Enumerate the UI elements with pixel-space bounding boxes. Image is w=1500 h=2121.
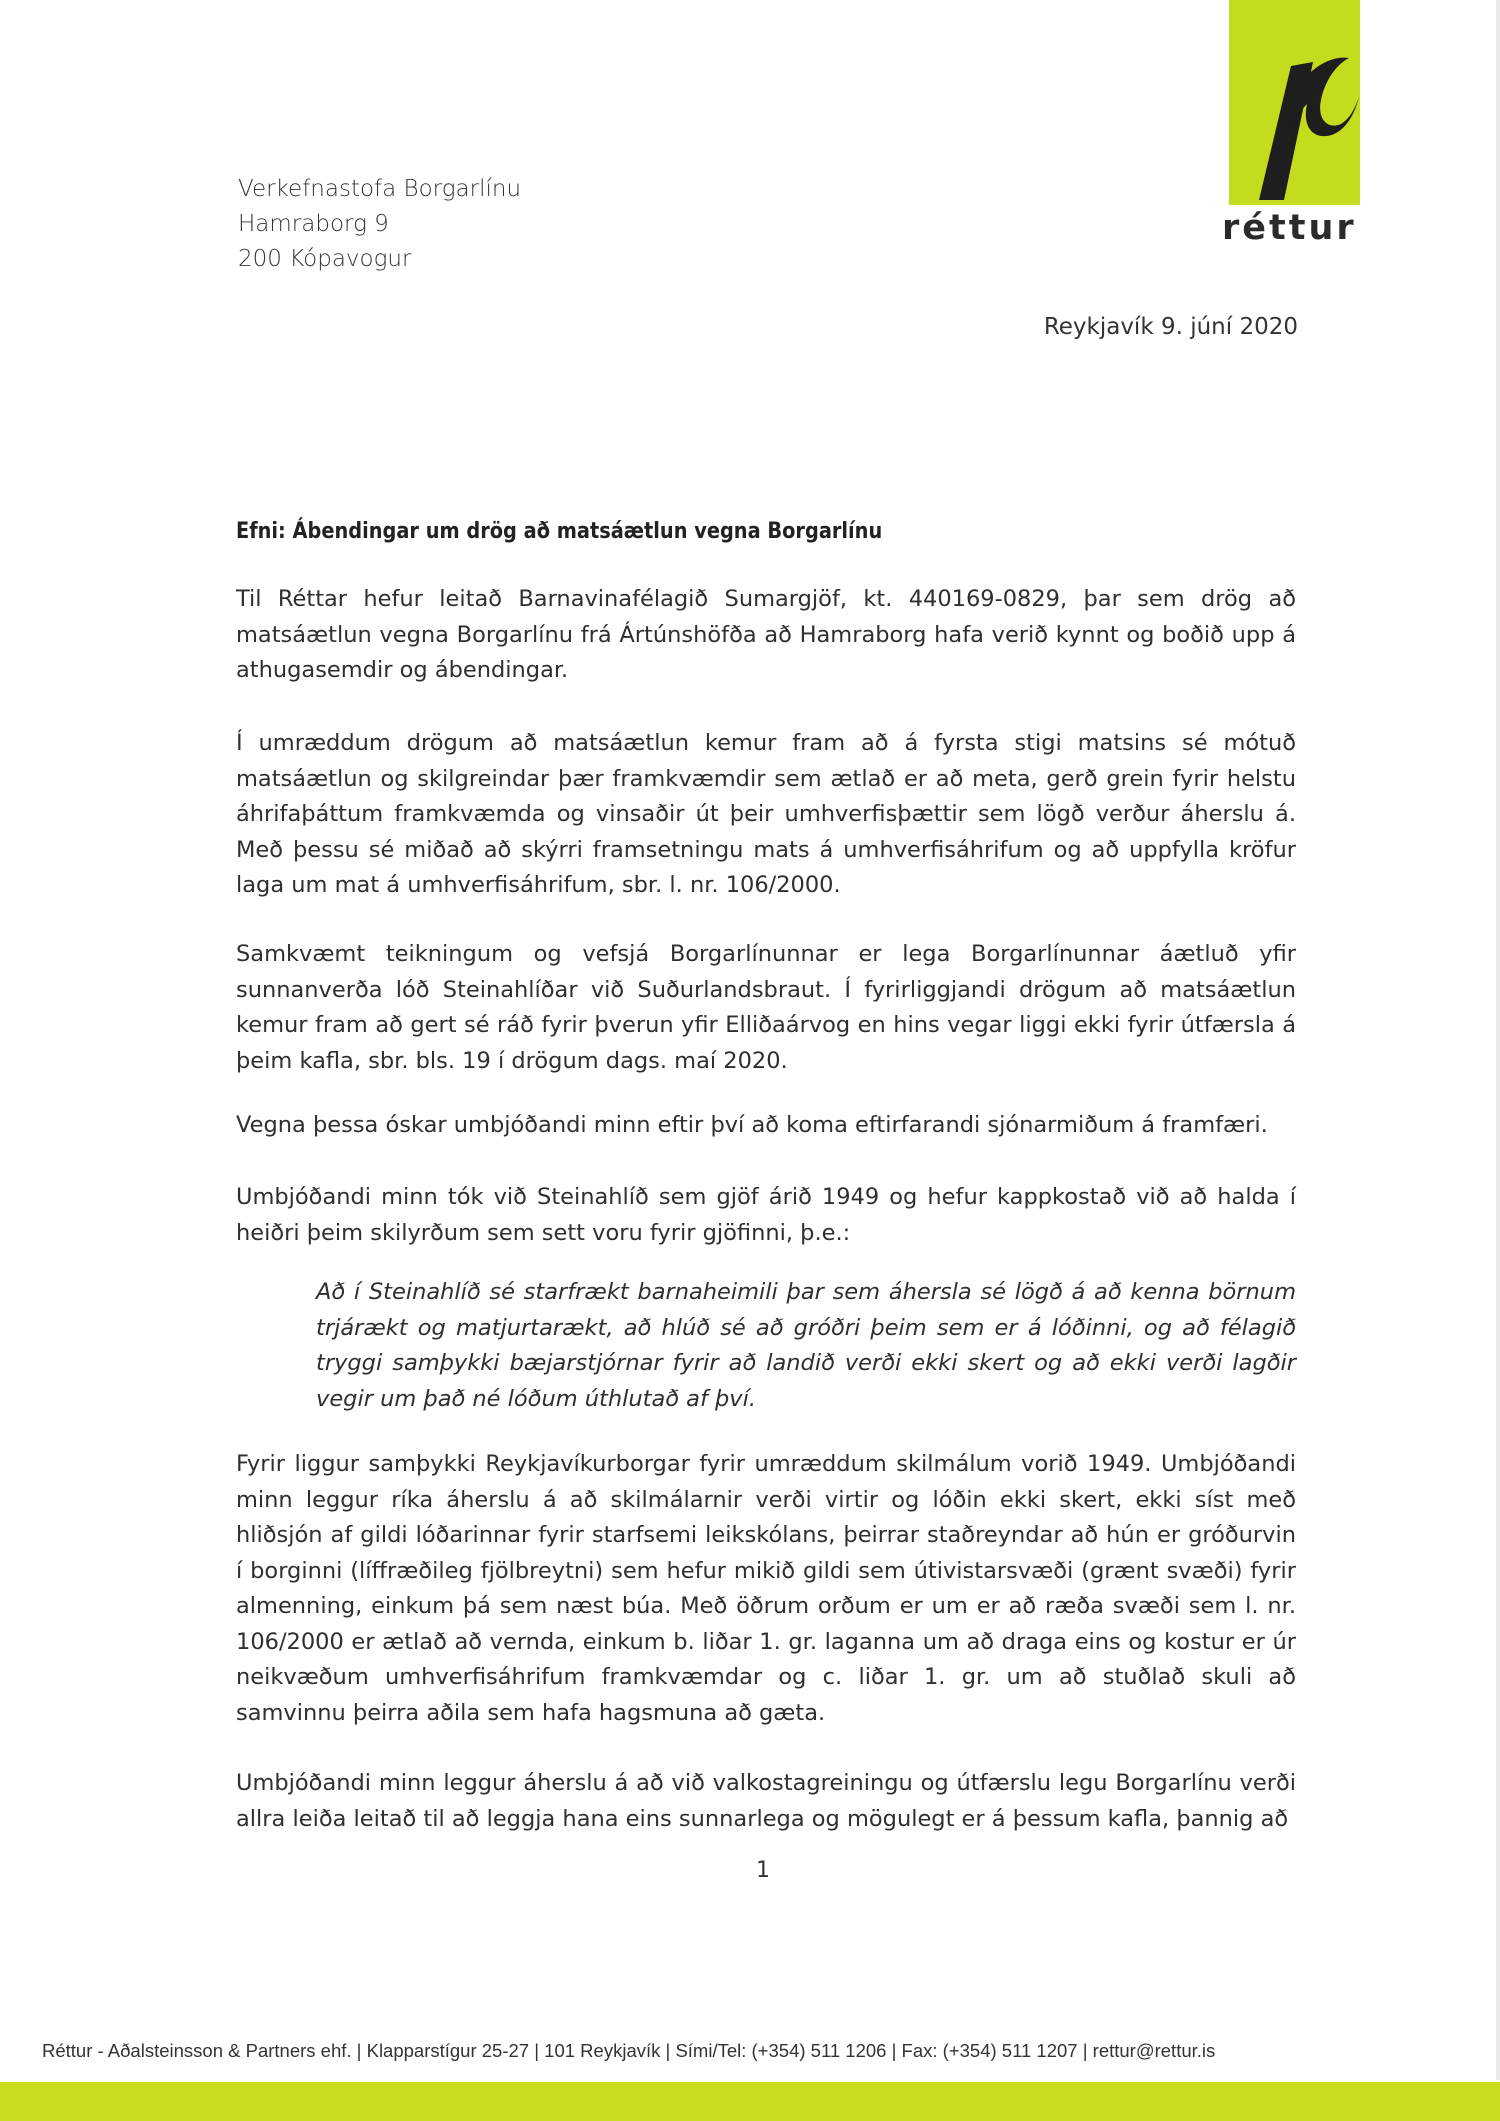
paragraph-7: [236, 1766, 1296, 1837]
paragraph-2: [236, 726, 1296, 904]
paragraph-text: Fyrir liggur samþykki Reykjavíkurborgar fyrir umræddum skilmálum vorið 1949. Umbjóðandi minn leggur ríka áherslu á að skilmálarnir verði virtir og lóðin ekki skert, ekki síst með hliðsjón af gildi lóðarinnar fyrir starfsemi leikskólans, þeirrar staðreyndar að hún er gróðurvin í borginni (líffræðileg fjölbreytni) sem hefur mikið gildi sem útivistarsvæði (grænt svæði) fyrir almenning, einkum þá sem næst búa. Með öðrum orðum er um er að ræða svæði sem l. nr. 106/2000 er ætlað að vernda, einkum b. liðar 1. gr. laganna um að draga eins og kostur er úr neikvæðum umhverfisáhrifum framkvæmdar og c. liðar 1. gr. um að stuðlað skuli að samvinnu þeirra aðila sem hafa hagsmuna að gæta.: [236, 1451, 1296, 1726]
paragraph-text: Samkvæmt teikningum og vefsjá Borgarlínunnar er lega Borgarlínunnar áætluð yfir sunnanverða lóð Steinahlíðar við Suðurlandsbraut. Í fyrirliggjandi drögum að matsáætlun kemur fram að gert sé ráð fyrir þverun yfir Elliðaárvog en hins vegar liggi ekki fyrir útfærsla á þeim kafla, sbr. bls. 19 í drögum dags. maí 2020.: [236, 941, 1296, 1074]
recipient-street: Hamraborg 9: [238, 211, 389, 237]
paragraph-5: [236, 1180, 1296, 1251]
paragraph-6: [236, 1447, 1296, 1731]
paragraph-text: Vegna þessa óskar umbjóðandi minn eftir því að koma eftirfarandi sjónarmiðum á framfæri.: [236, 1112, 1268, 1138]
page-number: 1: [756, 1858, 770, 1883]
recipient-name: Verkefnastofa Borgarlínu: [238, 176, 522, 202]
paragraph-4: [236, 1108, 1296, 1144]
recipient-city: 200 Kópavogur: [238, 246, 412, 272]
logo-wordmark: réttur: [1222, 208, 1357, 248]
block-quote: Að í Steinahlíð sé starfrækt barnaheimili þar sem áhersla sé lögð á að kenna börnum trjárækt og matjurtarækt, að hlúð sé að gróðri þeim sem er á lóðinni, og að félagið tryggi samþykki bæjarstjórnar fyrir að landið verði ekki skert og að ekki verði lagðir vegir um það né lóðum úthlutað af því.: [316, 1279, 1296, 1412]
footer-accent-bar: [0, 2082, 1500, 2121]
logo-icon: [1229, 0, 1360, 205]
paragraph-text: Umbjóðandi minn leggur áherslu á að við valkostagreiningu og útfærslu legu Borgarlínu verði allra leiða leitað til að leggja hana eins sunnarlega og mögulegt er á þessum kafla, þannig að: [236, 1770, 1296, 1832]
letter-date: Reykjavík 9. júní 2020: [1043, 314, 1298, 340]
footer-contact: Réttur - Aðalsteinsson & Partners ehf. | Klapparstígur 25-27 | 101 Reykjavík | Sími/Tel: (+354) 511 1206 | Fax: (+354) 511 1207 | rettur@rettur.is: [42, 2040, 1216, 2061]
paragraph-3: [236, 937, 1296, 1079]
paragraph-text: Til Réttar hefur leitað Barnavinafélagið Sumargjöf, kt. 440169-0829, þar sem drög að matsáætlun vegna Borgarlínu frá Ártúnshöfða að Hamraborg hafa verið kynnt og boðið upp á athugasemdir og ábendingar.: [236, 586, 1296, 683]
r-glyph-icon: [1229, 0, 1360, 205]
paragraph-1: [236, 582, 1296, 689]
scan-edge: [1496, 0, 1500, 2080]
recipient-address: [238, 172, 521, 277]
letter-subject: Efni: Ábendingar um drög að matsáætlun vegna Borgarlínu: [236, 518, 883, 544]
paragraph-text: Í umræddum drögum að matsáætlun kemur fram að á fyrsta stigi matsins sé mótuð matsáætlun og skilgreindar þær framkvæmdir sem ætlað er að meta, gerð grein fyrir helstu áhrifaþáttum framkvæmda og vinsaðir út þeir umhverfisþættir sem lögð verður áherslu á. Með þessu sé miðað að skýrri framsetningu mats á umhverfisáhrifum og að uppfylla kröfur laga um mat á umhverfisáhrifum, sbr. l. nr. 106/2000.: [236, 730, 1296, 898]
paragraph-text: Umbjóðandi minn tók við Steinahlíð sem gjöf árið 1949 og hefur kappkostað við að halda í heiðri þeim skilyrðum sem sett voru fyrir gjöfinni, þ.e.:: [236, 1184, 1296, 1246]
